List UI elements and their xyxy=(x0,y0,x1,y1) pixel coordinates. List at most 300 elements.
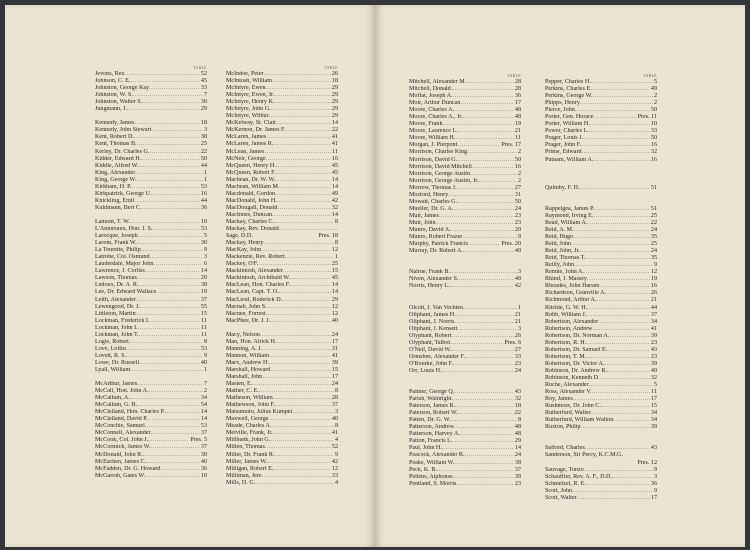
entry-name: Milligan, Robert E. xyxy=(226,465,274,472)
table-number: 30 xyxy=(200,240,207,247)
table-number: 3 xyxy=(517,269,521,276)
table-number: 43 xyxy=(650,346,657,353)
index-entry xyxy=(226,149,338,156)
table-number: 16 xyxy=(650,156,657,163)
index-entry xyxy=(95,304,207,311)
index-entry xyxy=(95,163,207,170)
leader-dots xyxy=(586,312,650,319)
table-number: 14 xyxy=(514,445,521,452)
table-number: 29 xyxy=(331,92,338,99)
index-entry xyxy=(226,106,338,113)
index-entry xyxy=(226,247,338,254)
index-entry xyxy=(226,191,338,198)
index-entry xyxy=(95,325,207,332)
entry-name: MacLeod, Roderick D. xyxy=(226,296,283,303)
index-entry xyxy=(95,149,207,156)
entry-name: Johnston, Walter S. xyxy=(95,99,143,106)
entry-name: Ross, Alexander V. xyxy=(545,389,592,396)
table-number: 16 xyxy=(650,142,657,149)
leader-dots xyxy=(607,368,650,375)
entry-name: Mackintosh, Archibald W. xyxy=(226,275,290,282)
entry-name: Putnam, William A. xyxy=(545,156,594,163)
index-entry xyxy=(226,444,338,451)
table-number: 15 xyxy=(200,310,207,317)
entry-name: Rushmore, Dr. John C. xyxy=(545,403,601,410)
leader-dots xyxy=(149,85,200,92)
table-number: 35 xyxy=(650,255,657,262)
entry-name: Mackintosh, Alexander xyxy=(226,268,283,275)
table-number: 29 xyxy=(331,113,338,120)
table-number: 19 xyxy=(514,121,521,128)
entry-name: Richardson, Granville A. xyxy=(545,290,606,297)
index-entry xyxy=(409,481,521,488)
table-number: 16 xyxy=(514,163,521,170)
entry-name: Reid, John, Jr. xyxy=(545,248,580,255)
leader-dots xyxy=(451,347,514,354)
entry-name: Marshall, Howard xyxy=(226,366,271,373)
leader-dots xyxy=(599,283,650,290)
leader-dots xyxy=(139,332,200,339)
leader-dots xyxy=(462,234,517,241)
leader-dots xyxy=(276,339,330,346)
entry-name: Safford, Charles xyxy=(545,445,585,452)
leader-dots xyxy=(458,276,513,283)
table-number: 25 xyxy=(200,141,207,148)
table-number: 1 xyxy=(203,366,207,373)
table-number: 41 xyxy=(331,352,338,359)
leader-dots xyxy=(450,269,517,276)
index-entry xyxy=(95,318,207,325)
table-number: Pres. 12 xyxy=(637,459,657,466)
index-entry xyxy=(226,374,338,381)
index-entry xyxy=(95,367,207,374)
entry-name: McGarrah, Gates W. xyxy=(95,472,146,479)
leader-dots xyxy=(271,423,334,430)
leader-dots xyxy=(606,290,650,297)
entry-name: Morrison, Charles King xyxy=(409,149,468,156)
entry-name: Ormsbee, Alexander F. xyxy=(409,353,466,360)
entry-name: McCallum, A. xyxy=(95,395,130,402)
entry-name: Miller, Dr. Frank R. xyxy=(226,451,275,458)
leader-dots xyxy=(573,234,650,241)
table-number: 41 xyxy=(650,325,657,332)
index-entry xyxy=(226,437,338,444)
leader-dots xyxy=(465,354,514,361)
entry-name: Patterson, Andrew xyxy=(409,424,455,431)
leader-dots xyxy=(137,381,203,388)
table-number: 14 xyxy=(331,282,338,289)
entry-name: McIntosh, William xyxy=(226,78,273,85)
table-number: 34 xyxy=(650,318,657,325)
entry-name: Mosford, Henry xyxy=(409,191,449,198)
index-entry xyxy=(545,100,657,107)
leader-dots xyxy=(442,368,514,375)
table-number: 22 xyxy=(650,219,657,226)
index-entry xyxy=(226,254,338,261)
index-entry xyxy=(95,409,207,416)
leader-dots xyxy=(601,403,650,410)
leader-dots xyxy=(584,269,650,276)
leader-dots xyxy=(151,191,200,198)
index-entry xyxy=(95,466,207,473)
index-entry xyxy=(226,184,338,191)
leader-dots xyxy=(150,254,203,261)
table-number: 1 xyxy=(517,304,521,311)
entry-name: Johnston, W. S. xyxy=(95,92,133,99)
leader-dots xyxy=(451,86,514,93)
table-number: 41 xyxy=(331,430,338,437)
table-number: 15 xyxy=(331,268,338,275)
entry-name: Lamont, T. W. xyxy=(95,218,130,225)
leader-dots xyxy=(145,473,200,480)
entry-name: Scott, John xyxy=(545,487,573,494)
entry-name: Palmer, George Q. xyxy=(409,389,455,396)
table-number: 15 xyxy=(650,403,657,410)
entry-name: Mueller, Dr. G. A. xyxy=(409,205,454,212)
table-number: 24 xyxy=(331,381,338,388)
index-entry xyxy=(226,92,338,99)
entry-name: Porter, Gen. Horace xyxy=(545,114,594,121)
leader-dots xyxy=(574,262,653,269)
table-number: 34 xyxy=(650,410,657,417)
table-number: 3 xyxy=(203,254,207,261)
table-number: 11 xyxy=(651,389,657,396)
table-number: 36 xyxy=(200,465,207,472)
index-entry xyxy=(95,381,207,388)
entry-name: Orr, Louis H. xyxy=(409,367,442,374)
leader-dots xyxy=(152,226,199,233)
leader-dots xyxy=(290,275,331,282)
table-number: 40 xyxy=(200,458,207,465)
index-entry xyxy=(226,120,338,127)
entry-name: Robinson, Kenneth D. xyxy=(545,374,600,381)
leader-dots xyxy=(275,402,331,409)
entry-name: Morrow, Thomas J. xyxy=(409,184,457,191)
entry-name: Rennie, John A. xyxy=(545,269,584,276)
index-entry xyxy=(95,437,207,444)
table-number: 11 xyxy=(201,331,207,338)
table-number: 22 xyxy=(331,127,338,134)
table-number: 39 xyxy=(331,359,338,366)
table-number: 17 xyxy=(331,374,338,381)
entry-name: MacPhee, Dr. J. J. xyxy=(226,317,271,324)
leader-dots xyxy=(453,206,514,213)
leader-dots xyxy=(277,205,330,212)
leader-dots xyxy=(160,466,200,473)
table-number: 9 xyxy=(653,466,657,473)
leader-dots xyxy=(275,191,331,198)
entry-name: Moore, Frank xyxy=(409,121,443,128)
leader-dots xyxy=(142,99,200,106)
leader-dots xyxy=(266,85,331,92)
entry-name: McEachen, James C. xyxy=(95,458,147,465)
entry-name: Robertson, Andrew xyxy=(545,325,593,332)
leader-dots xyxy=(454,319,514,326)
entry-name: Quimby, F. H. xyxy=(545,184,580,191)
table-number: 4 xyxy=(334,437,338,444)
entry-name: King, Alexander xyxy=(95,169,136,176)
entry-name: Lyall, William xyxy=(95,366,131,373)
leader-dots xyxy=(580,100,653,107)
leader-dots xyxy=(151,127,203,134)
entry-name: Sage, D.D. xyxy=(226,233,253,240)
entry-name: Melville, Frank, Jr. xyxy=(226,430,273,437)
table-number: 2 xyxy=(653,100,657,107)
table-number: 9 xyxy=(334,451,338,458)
index-entry xyxy=(95,106,207,113)
leader-dots xyxy=(600,375,650,382)
index-entry xyxy=(545,149,657,156)
index-entry xyxy=(226,127,338,134)
entry-name: Niven, Alexander S. xyxy=(409,276,459,283)
table-number: 12 xyxy=(650,269,657,276)
index-entry xyxy=(545,340,657,347)
entry-name: Oliphant, James H. xyxy=(409,311,456,318)
index-entry xyxy=(95,233,207,240)
index-entry xyxy=(95,346,207,353)
index-entry xyxy=(226,304,338,311)
table-number: 48 xyxy=(514,424,521,431)
index-entry xyxy=(226,99,338,106)
index-entry xyxy=(409,121,521,128)
leader-dots xyxy=(453,361,514,368)
leader-dots xyxy=(136,311,200,318)
entry-name: Robertson, R. H. xyxy=(545,339,587,346)
index-entry xyxy=(226,318,338,325)
leader-dots xyxy=(283,268,331,275)
leader-dots xyxy=(274,99,331,106)
leader-dots xyxy=(436,220,514,227)
table-number: 48 xyxy=(514,431,521,438)
table-number: 24 xyxy=(650,248,657,255)
leader-dots xyxy=(450,283,514,290)
section-gap xyxy=(409,382,521,389)
leader-dots xyxy=(454,389,514,396)
leader-dots xyxy=(273,430,331,437)
index-column xyxy=(545,74,657,502)
entry-name: Lockman, Frederick I. xyxy=(95,317,150,324)
table-number: 31 xyxy=(514,191,521,198)
table-number: 21 xyxy=(650,297,657,304)
index-entry xyxy=(545,467,657,474)
index-entry xyxy=(95,92,207,99)
entry-name: Millbank, John G. xyxy=(226,437,271,444)
column-header: TABLE xyxy=(643,74,657,78)
entry-name: McNeir, George xyxy=(226,155,266,162)
leader-dots xyxy=(470,171,517,178)
entry-name: Matheson, William xyxy=(226,395,273,402)
leader-dots xyxy=(572,488,653,495)
entry-name: Norris, Henry L. xyxy=(409,283,450,290)
entry-name: Logie, Robert xyxy=(95,338,129,345)
table-number: 3 xyxy=(334,409,338,416)
leader-dots xyxy=(596,297,649,304)
index-entry xyxy=(545,248,657,255)
entry-name: McLaren, James R. xyxy=(226,141,274,148)
index-entry xyxy=(545,396,657,403)
table-number: 2 xyxy=(653,93,657,100)
index-entry xyxy=(95,141,207,148)
entry-name: Kirkham, H. P. xyxy=(95,183,132,190)
entry-name: Raymond, Irving E. xyxy=(545,212,594,219)
entry-name: McIntyre, Ewen xyxy=(226,85,266,92)
table-number: 48 xyxy=(514,107,521,114)
table-number: 17 xyxy=(514,100,521,107)
index-entry xyxy=(545,403,657,410)
index-entry xyxy=(545,347,657,354)
leader-dots xyxy=(581,142,650,149)
entry-name: Mather, C. E. xyxy=(226,388,259,395)
entry-name: Johnson, C. E. xyxy=(95,78,131,85)
table-number: 34 xyxy=(200,395,207,402)
table-number: 2 xyxy=(517,177,521,184)
leader-dots xyxy=(586,354,650,361)
table-number: 3 xyxy=(517,325,521,332)
table-number: 8 xyxy=(203,338,207,345)
index-entry xyxy=(409,467,521,474)
entry-name: Kidder, Edward H. xyxy=(95,155,142,162)
leader-dots xyxy=(580,185,650,192)
leader-dots xyxy=(457,142,500,149)
index-entry xyxy=(95,184,207,191)
table-number: 16 xyxy=(200,190,207,197)
index-entry xyxy=(409,199,521,206)
index-entry xyxy=(226,311,338,318)
index-entry xyxy=(95,388,207,395)
table-number: 30 xyxy=(200,99,207,106)
section-gap xyxy=(95,212,207,219)
index-entry xyxy=(95,78,207,85)
index-entry xyxy=(95,430,207,437)
entry-name: Pierce, John xyxy=(545,107,575,114)
table-number: 50 xyxy=(650,135,657,142)
leader-dots xyxy=(275,177,331,184)
index-entry xyxy=(226,473,338,480)
leader-dots xyxy=(272,212,331,219)
table-number: 26 xyxy=(331,71,338,77)
table-number: 43 xyxy=(650,445,657,452)
table-number: 3 xyxy=(203,127,207,134)
leader-dots xyxy=(458,410,514,417)
table-number: 51 xyxy=(650,184,657,191)
leader-dots xyxy=(448,192,514,199)
table-number: 7 xyxy=(203,92,207,99)
index-entry xyxy=(95,275,207,282)
entry-name: Mackay, Henry xyxy=(226,240,264,247)
index-entry xyxy=(226,480,338,487)
leader-dots xyxy=(145,423,200,430)
table-number: 52 xyxy=(200,71,207,77)
leader-dots xyxy=(456,312,514,319)
index-entry xyxy=(226,367,338,374)
leader-dots xyxy=(463,114,514,121)
table-number: 14 xyxy=(200,268,207,275)
entry-name: Mannon, William xyxy=(226,352,269,359)
entry-name: Munro, David A. xyxy=(409,226,451,233)
entry-name: Morrison, David Mitchell xyxy=(409,163,472,170)
leader-dots xyxy=(454,107,514,114)
index-entry xyxy=(409,164,521,171)
leader-dots xyxy=(274,219,334,226)
index-entry xyxy=(409,389,521,396)
entry-name: Moore, William H. xyxy=(409,135,456,142)
table-number: Pres. 18 xyxy=(318,233,338,240)
leader-dots xyxy=(589,128,650,135)
leader-dots xyxy=(279,184,330,191)
table-number: 42 xyxy=(514,283,521,290)
entry-name: McClelland, Hon. Charles P. xyxy=(95,409,165,416)
entry-name: Macbean, William M. xyxy=(226,183,280,190)
table-number: 29 xyxy=(331,106,338,113)
entry-name: McIntyre, John G. xyxy=(226,106,271,113)
leader-dots xyxy=(593,157,650,164)
index-entry xyxy=(545,220,657,227)
index-entry xyxy=(545,157,657,164)
entry-name: Kent, Robert D. xyxy=(95,134,134,141)
leader-dots xyxy=(135,120,200,127)
table-number xyxy=(656,452,657,459)
index-entry xyxy=(409,192,521,199)
entry-name: McArthur, James xyxy=(95,381,138,388)
table-number: 37 xyxy=(200,444,207,451)
leader-dots xyxy=(451,333,514,340)
entry-name: Olcott, J. Van Vechten xyxy=(409,304,464,311)
index-entry xyxy=(409,220,521,227)
leader-dots xyxy=(587,220,650,227)
entry-name: Peacock, Alexander R. xyxy=(409,452,465,459)
index-entry xyxy=(409,312,521,319)
entry-name: Macy, Nelson xyxy=(226,331,260,338)
table-number: 8 xyxy=(334,423,338,430)
table-number: 29 xyxy=(331,296,338,303)
entry-name: MacLean, Hon. Charles F. xyxy=(226,282,291,289)
table-number: 17 xyxy=(331,338,338,345)
entry-name: O'Rourke, John F. xyxy=(409,360,453,367)
index-entry xyxy=(409,431,521,438)
leader-dots xyxy=(262,346,331,353)
index-entry xyxy=(95,360,207,367)
table-number: 41 xyxy=(331,134,338,141)
leader-dots xyxy=(275,452,334,459)
entry-name: Rutherfurd, Walter xyxy=(545,410,591,417)
leader-dots xyxy=(149,388,203,395)
index-entry xyxy=(545,488,657,495)
entry-name: Richmond, Arthur A. xyxy=(545,297,597,304)
index-entry xyxy=(95,444,207,451)
entry-name: Prime, Edward xyxy=(545,149,582,156)
leader-dots xyxy=(130,395,200,402)
entry-name: McCormick, James W. xyxy=(95,444,151,451)
entry-name: Milliman, Jere xyxy=(226,472,262,479)
index-entry xyxy=(95,416,207,423)
leader-dots xyxy=(592,86,650,93)
leader-dots xyxy=(593,213,650,220)
table-number: 17 xyxy=(650,396,657,403)
table-number: 45 xyxy=(331,275,338,282)
leader-dots xyxy=(253,233,318,240)
table-number: 39 xyxy=(514,473,521,480)
table-number: 19 xyxy=(650,276,657,283)
index-entry xyxy=(409,410,521,417)
leader-dots xyxy=(457,199,514,206)
index-entry xyxy=(409,185,521,192)
index-entry xyxy=(95,219,207,226)
entry-name: Lauderdale, Major John xyxy=(95,261,154,268)
table-number: 25 xyxy=(650,241,657,248)
entry-name: Patterson, Harvey A. xyxy=(409,431,460,438)
index-entry xyxy=(409,142,521,149)
leader-dots xyxy=(463,248,514,255)
